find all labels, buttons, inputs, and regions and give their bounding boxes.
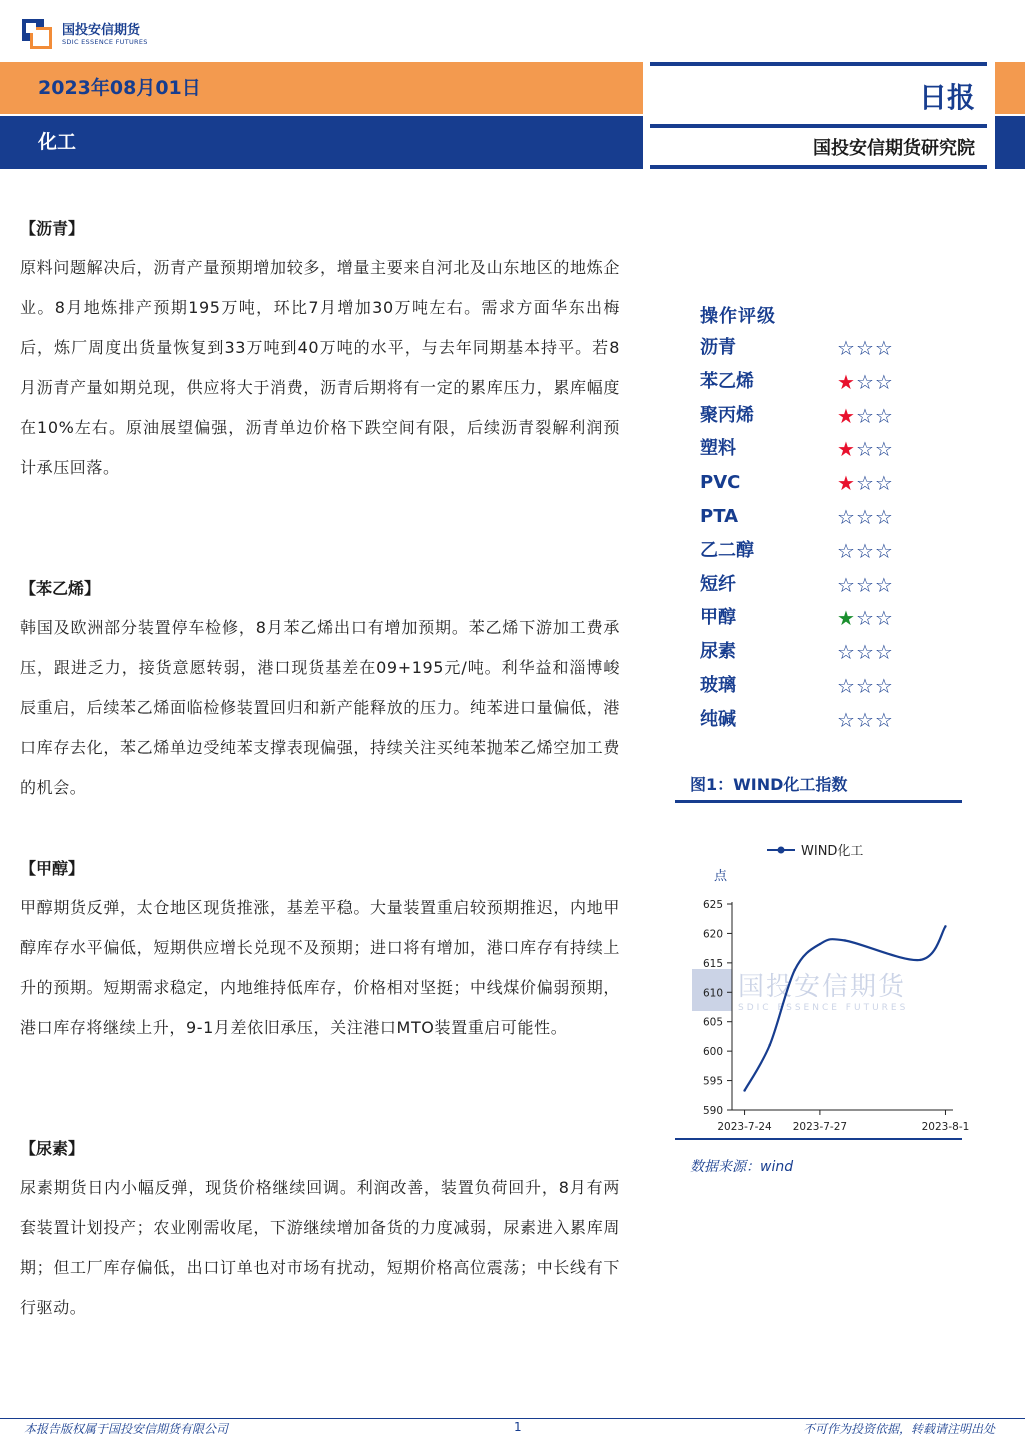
star-empty-icon: ☆ [855, 505, 875, 529]
rating-stars [837, 537, 894, 565]
rating-stars [837, 706, 894, 734]
data-point [794, 969, 796, 971]
star-empty-icon: ☆ [855, 640, 875, 665]
x-tick-label: 2023-7-24 [717, 1121, 772, 1133]
star-empty-icon: ☆ [837, 707, 856, 732]
legend-marker-icon [778, 847, 785, 854]
section-title-methanol: 【甲醇】 [20, 859, 85, 878]
rating-product-name: 乙二醇 [700, 539, 754, 561]
rating-row [700, 368, 930, 402]
y-tick-label: 625 [702, 899, 723, 911]
rating-row [700, 604, 930, 638]
institute-name: 国投安信期货研究院 [813, 138, 975, 159]
rating-stars [837, 604, 894, 632]
rating-product-name: 短纤 [700, 573, 736, 595]
series-line-wind-chemical [745, 926, 946, 1090]
y-tick-label: 610 [702, 987, 723, 1000]
figure-bottom-rule [675, 1138, 962, 1140]
line-chart [675, 805, 970, 1138]
star-empty-icon: ☆ [855, 538, 875, 563]
rating-row [700, 672, 930, 706]
y-tick-label: 615 [702, 957, 723, 970]
rating-product-name: PVC [700, 472, 741, 494]
star-empty-icon: ☆ [874, 505, 894, 529]
rating-stars [837, 402, 894, 430]
footer-disclaimer: 不可作为投资依据，转载请注明出处 [802, 1422, 995, 1436]
x-tick-label: 2023-8-1 [921, 1121, 970, 1133]
report-date: 2023年08月01日 [38, 77, 201, 99]
section-text-asphalt: 原料问题解决后，沥青产量预期增加较多，增量主要来自河北及山东地区的地炼企业。8月地炼排产预期195万吨，环比7月增加30万吨左右。需求方面华东出梅后，炼厂周度出货量恢复到33万吨到40万吨的水平，与去年同期基本持平。若8月沥青产量如期兑现，供应将大于消费，沥青后期将有一定的累库压力，累库幅度在10%左右。原油展望偏强，沥青单边价格下跌空间有限，后续沥青裂解利润预计承压回落。 [20, 258, 620, 477]
report-type: 日报 [918, 81, 975, 114]
star-empty-icon: ☆ [874, 572, 894, 597]
rating-product-name: 玻璃 [700, 675, 736, 696]
data-point [919, 959, 921, 961]
y-axis-unit: 点 [714, 869, 728, 884]
section-title-asphalt: 【沥青】 [20, 219, 85, 238]
star-filled-icon: ★ [837, 471, 856, 496]
company-logo [22, 18, 148, 52]
rating-row [700, 638, 930, 672]
star-empty-icon: ☆ [837, 538, 856, 563]
rating-product-name: 尿素 [700, 641, 736, 663]
rating-stars [837, 503, 894, 531]
rating-stars [837, 469, 894, 497]
rating-stars [837, 334, 894, 362]
section-text-styrene: 韩国及欧洲部分装置停车检修，8月苯乙烯出口有增加预期。苯乙烯下游加工费承压，跟进乏力，接货意愿转弱，港口现货基差在09+195元/吨。利华益和淄博峻辰重启，后续苯乙烯面临检修装置回归和新产能释放的压力。纯苯进口量偏低，港口库存去化，苯乙烯单边受纯苯支撑表现偏强，持续关注买纯苯抛苯乙烯空加工费的机会。 [20, 618, 620, 797]
star-empty-icon: ☆ [874, 471, 894, 496]
logo-name-cn: 国投安信期货 [62, 22, 141, 38]
star-empty-icon: ☆ [855, 403, 875, 428]
rating-row [700, 571, 930, 605]
rating-stars [837, 672, 894, 700]
star-empty-icon: ☆ [855, 606, 875, 631]
section-text-urea: 尿素期货日内小幅反弹，现货价格继续回调。利润改善，装置负荷回升，8月有两套装置计划投产；农业刚需收尾，下游继续增加备货的力度减弱，尿素进入累库周期；但工厂库存偏低，出口订单也对市场有扰动，短期价格高位震荡；中长线有下行驱动。 [20, 1178, 620, 1317]
star-empty-icon: ☆ [874, 437, 894, 462]
data-point [819, 943, 821, 945]
data-point [944, 925, 946, 927]
watermark-text-en: SDIC ESSENCE FUTURES [738, 1003, 909, 1013]
rating-row [700, 435, 930, 469]
page-number: 1 [514, 1420, 522, 1434]
report-sector: 化工 [38, 131, 77, 153]
header-accent-orange [995, 62, 1025, 114]
star-filled-icon: ★ [837, 369, 856, 394]
y-tick-label: 620 [702, 928, 723, 941]
figure-top-rule [675, 800, 962, 803]
star-empty-icon: ☆ [855, 572, 875, 597]
rating-row [700, 402, 930, 436]
star-empty-icon: ☆ [837, 640, 856, 665]
logo-name-en: SDIC ESSENCE FUTURES [62, 37, 148, 46]
data-point [768, 1044, 770, 1046]
rating-product-name: 苯乙烯 [700, 370, 754, 392]
star-filled-icon: ★ [837, 437, 856, 462]
header-sector-bar [0, 116, 643, 169]
star-empty-icon: ☆ [874, 369, 894, 394]
data-point [844, 939, 846, 941]
y-tick-label: 600 [702, 1046, 723, 1059]
rating-title: 操作评级 [700, 306, 776, 327]
data-source: 数据来源：wind [690, 1159, 794, 1175]
x-tick-label: 2023-7-27 [792, 1121, 848, 1133]
header-divider [650, 62, 987, 66]
star-empty-icon: ☆ [874, 538, 894, 563]
star-empty-icon: ☆ [855, 471, 875, 496]
header-divider [650, 165, 987, 169]
rating-stars [837, 435, 894, 463]
rating-row [700, 469, 930, 503]
star-empty-icon: ☆ [855, 336, 875, 360]
star-empty-icon: ☆ [837, 336, 856, 360]
rating-stars [837, 638, 894, 666]
rating-product-name: 塑料 [700, 438, 736, 460]
star-empty-icon: ☆ [874, 674, 894, 698]
star-empty-icon: ☆ [874, 640, 894, 665]
legend-label: WIND化工 [801, 844, 864, 859]
data-point [743, 1089, 745, 1091]
star-empty-icon: ☆ [874, 336, 894, 360]
footer-rule [0, 1418, 1025, 1419]
section-title-styrene: 【苯乙烯】 [20, 579, 101, 598]
star-empty-icon: ☆ [874, 707, 894, 732]
star-empty-icon: ☆ [837, 674, 856, 698]
star-empty-icon: ☆ [855, 707, 875, 732]
logo-mark-icon [22, 19, 54, 51]
rating-product-name: PTA [700, 506, 739, 527]
y-tick-label: 595 [702, 1075, 723, 1088]
star-empty-icon: ☆ [874, 403, 894, 428]
star-empty-icon: ☆ [837, 572, 856, 597]
star-empty-icon: ☆ [855, 369, 875, 394]
rating-stars [837, 571, 894, 599]
rating-product-name: 纯碱 [700, 708, 736, 730]
rating-row [700, 537, 930, 571]
star-empty-icon: ☆ [837, 505, 856, 529]
rating-product-name: 沥青 [700, 337, 736, 358]
figure-title: 图1：WIND化工指数 [690, 775, 848, 794]
rating-product-name: 聚丙烯 [700, 404, 754, 426]
watermark-text-cn: 国投安信期货 [738, 972, 907, 1002]
header-divider [650, 124, 987, 128]
rating-stars [837, 368, 894, 396]
star-filled-icon: ★ [837, 403, 856, 428]
footer-copyright: 本报告版权属于国投安信期货有限公司 [24, 1422, 229, 1436]
header-accent-blue [995, 116, 1025, 169]
rating-product-name: 甲醇 [700, 607, 736, 629]
section-title-urea: 【尿素】 [20, 1139, 85, 1158]
rating-row [700, 334, 930, 368]
y-tick-label: 605 [702, 1016, 723, 1029]
star-filled-icon: ★ [837, 606, 856, 631]
rating-row [700, 706, 930, 740]
section-text-methanol: 甲醇期货反弹，太仓地区现货推涨，基差平稳。大量装置重启较预期推迟，内地甲醇库存水平偏低，短期供应增长兑现不及预期；进口将有增加，港口库存有持续上升的预期。短期需求稳定，内地维持低库存，价格相对坚挺；中线煤价偏弱预期，港口库存将继续上升，9-1月差依旧承压，关注港口MTO装置重启可能性。 [20, 898, 620, 1037]
star-empty-icon: ☆ [855, 674, 875, 698]
rating-row [700, 503, 930, 537]
y-tick-label: 590 [702, 1105, 723, 1117]
star-empty-icon: ☆ [855, 437, 875, 462]
star-empty-icon: ☆ [874, 606, 894, 631]
